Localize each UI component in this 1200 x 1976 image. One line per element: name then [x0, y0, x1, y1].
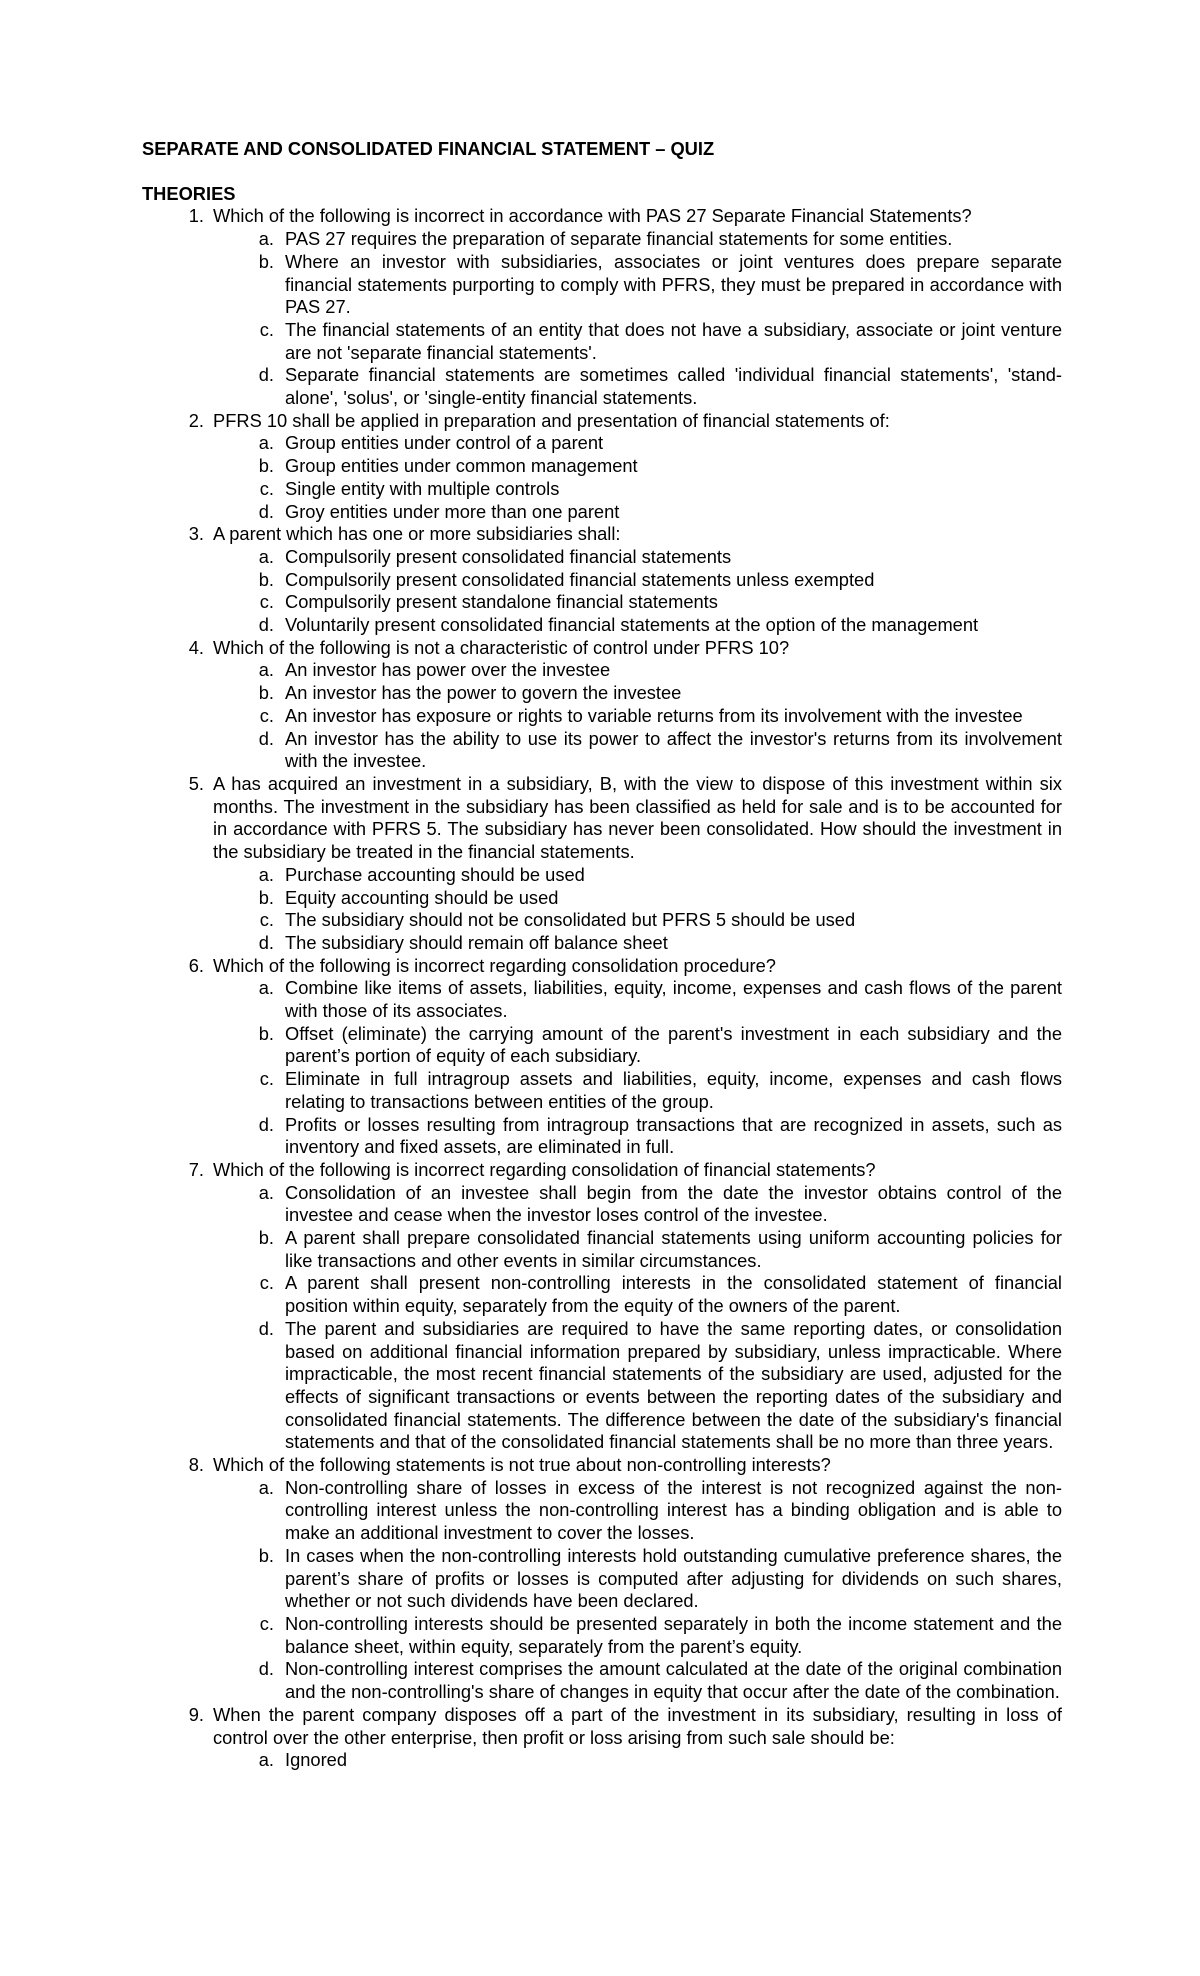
option-5-c — [142, 909, 1062, 932]
option-6-a — [142, 977, 1062, 1022]
question-number: 6. — [188, 954, 204, 976]
option-text: Ignored — [285, 1749, 348, 1771]
option-text: Consolidation of an investee shall begin from the date the investor obtains control of the investee and cease when the investor loses control of the investee. — [285, 1181, 1062, 1226]
option-text: Equity accounting should be used — [285, 886, 559, 908]
option-text: A parent shall present non-controlling interests in the consolidated statement of financial position within equity, separately from the equity of the owners of the parent. — [285, 1272, 1062, 1317]
option-text: Single entity with multiple controls — [285, 477, 560, 499]
option-letter: d. — [258, 1317, 274, 1339]
option-4-a — [142, 659, 1062, 682]
question-number: 5. — [188, 772, 204, 794]
option-letter: a. — [258, 432, 274, 454]
option-8-d — [142, 1658, 1062, 1703]
option-text: The parent and subsidiaries are required to have the same reporting dates, or consolidation based on additional financial information prepared by subsidiary, unless impracticable. Where impracticable, the most recent financial statements of the subsidiary are used, adjusted for the effects of significant transactions or events between the reporting dates of the subsidiary and consolidated financial statements. The difference between the date of the subsidiary's financial statements and that of the consolidated financial statements shall be no more than three years. — [285, 1317, 1062, 1453]
option-letter: a. — [258, 863, 274, 885]
option-letter: b. — [258, 1227, 274, 1249]
option-7-c — [142, 1272, 1062, 1317]
option-text: Compulsorily present standalone financial statements — [285, 591, 718, 613]
question-text: Which of the following is not a characteristic of control under PFRS 10? — [213, 636, 790, 658]
option-1-a — [142, 228, 1062, 251]
option-text: Profits or losses resulting from intragroup transactions that are recognized in assets, such as inventory and fixed assets, are eliminated in full. — [285, 1113, 1062, 1158]
question-list — [142, 205, 1062, 1772]
option-4-d — [142, 728, 1062, 773]
document-title: SEPARATE AND CONSOLIDATED FINANCIAL STATEMENT – QUIZ — [142, 138, 715, 159]
option-text: PAS 27 requires the preparation of separate financial statements for some entities. — [285, 228, 953, 250]
option-letter: b. — [258, 682, 274, 704]
question-number: 1. — [188, 205, 204, 227]
option-letter: b. — [258, 1022, 274, 1044]
option-letter: c. — [259, 1068, 274, 1090]
question-1 — [142, 205, 1062, 228]
option-text: An investor has power over the investee — [285, 659, 611, 681]
option-2-d — [142, 501, 1062, 524]
option-5-a — [142, 864, 1062, 887]
option-text: Groy entities under more than one parent — [285, 500, 620, 522]
option-text: Offset (eliminate) the carrying amount of the parent's investment in each subsidiary and the parent’s portion of equity of each subsidiary. — [285, 1022, 1062, 1067]
option-2-c — [142, 478, 1062, 501]
option-text: Compulsorily present consolidated financial statements unless exempted — [285, 568, 875, 590]
option-3-a — [142, 546, 1062, 569]
option-letter: d. — [258, 500, 274, 522]
option-text: An investor has the ability to use its power to affect the investor's returns from its involvement with the investee. — [285, 727, 1062, 772]
option-letter: a. — [258, 228, 274, 250]
question-text: Which of the following statements is not true about non-controlling interests? — [213, 1454, 831, 1476]
option-6-b — [142, 1023, 1062, 1068]
option-text: Eliminate in full intragroup assets and liabilities, equity, income, expenses and cash flows relating to transactions between entities of the group. — [285, 1068, 1062, 1112]
option-6-d — [142, 1114, 1062, 1159]
option-text: Combine like items of assets, liabilities, equity, income, expenses and cash flows of the parent with those of its associates. — [285, 977, 1062, 1022]
option-letter: b. — [258, 1544, 274, 1566]
option-letter: a. — [258, 1476, 274, 1498]
option-letter: a. — [258, 1181, 274, 1203]
question-text: When the parent company disposes off a part of the investment in its subsidiary, resulting in loss of control over the other enterprise, then profit or loss arising from such sale should be: — [213, 1703, 1062, 1748]
option-3-d — [142, 614, 1062, 637]
question-text: Which of the following is incorrect regarding consolidation of financial statements? — [213, 1158, 876, 1180]
question-number: 2. — [188, 409, 204, 431]
option-5-d — [142, 932, 1062, 955]
option-letter: c. — [259, 477, 274, 499]
option-letter: a. — [258, 545, 274, 567]
option-letter: d. — [258, 614, 274, 636]
section-heading: THEORIES — [142, 182, 236, 204]
option-4-b — [142, 682, 1062, 705]
question-6 — [142, 955, 1062, 978]
question-text: A parent which has one or more subsidiaries shall: — [213, 523, 621, 545]
option-text: Non-controlling interest comprises the amount calculated at the date of the original combination and the non-controlling's share of changes in equity that occur after the date of the combination. — [285, 1658, 1062, 1703]
option-letter: c. — [259, 1613, 274, 1634]
quiz-document — [142, 138, 1062, 1772]
option-8-b — [142, 1545, 1062, 1613]
option-text: Non-controlling interests should be presented separately in both the income statement and the balance sheet, within equity, separately from the parent’s equity. — [285, 1613, 1062, 1657]
option-letter: a. — [258, 1749, 274, 1771]
question-8 — [142, 1454, 1062, 1477]
option-letter: b. — [258, 250, 274, 272]
option-letter: a. — [258, 659, 274, 681]
option-9-a — [142, 1749, 1062, 1772]
option-text: Purchase accounting should be used — [285, 863, 585, 885]
option-8-c — [142, 1613, 1062, 1658]
option-text: An investor has exposure or rights to variable returns from its involvement with the investee — [285, 704, 1023, 726]
option-1-b — [142, 251, 1062, 319]
question-number: 9. — [188, 1703, 204, 1725]
option-3-b — [142, 569, 1062, 592]
option-7-a — [142, 1182, 1062, 1227]
option-2-b — [142, 455, 1062, 478]
option-text: Compulsorily present consolidated financial statements — [285, 545, 732, 567]
option-letter: b. — [258, 455, 274, 477]
option-letter: c. — [259, 1272, 274, 1294]
option-text: Group entities under control of a parent — [285, 432, 604, 454]
question-5 — [142, 773, 1062, 864]
option-letter: c. — [259, 318, 274, 340]
option-1-d — [142, 364, 1062, 409]
option-8-a — [142, 1477, 1062, 1545]
option-letter: b. — [258, 568, 274, 590]
option-letter: d. — [258, 364, 274, 386]
option-text: The subsidiary should not be consolidated but PFRS 5 should be used — [285, 909, 856, 931]
option-letter: c. — [259, 591, 274, 613]
option-letter: d. — [258, 1658, 274, 1680]
option-text: Non-controlling share of losses in excess of the interest is not recognized against the non-controlling interest unless the non-controlling interest has a binding obligation and is able to make an additional investment to cover the losses. — [285, 1476, 1062, 1544]
option-letter: c. — [259, 909, 274, 931]
question-4 — [142, 637, 1062, 660]
option-text: Group entities under common management — [285, 455, 638, 477]
question-text: Which of the following is incorrect in accordance with PAS 27 Separate Financial Statements? — [213, 205, 972, 227]
option-4-c — [142, 705, 1062, 728]
option-letter: d. — [258, 931, 274, 953]
question-7 — [142, 1159, 1062, 1182]
question-number: 4. — [188, 636, 204, 658]
option-7-d — [142, 1318, 1062, 1454]
option-2-a — [142, 432, 1062, 455]
option-text: Where an investor with subsidiaries, associates or joint ventures does prepare separate financial statements purporting to comply with PFRS, they must be prepared in accordance with PAS 27. — [285, 250, 1062, 318]
option-letter: c. — [259, 704, 274, 726]
question-number: 7. — [188, 1158, 204, 1180]
question-text: Which of the following is incorrect regarding consolidation procedure? — [213, 954, 776, 976]
question-3 — [142, 523, 1062, 546]
option-text: The financial statements of an entity that does not have a subsidiary, associate or joint venture are not 'separate financial statements'. — [285, 318, 1062, 363]
option-text: In cases when the non-controlling interests hold outstanding cumulative preference shares, the parent’s share of profits or losses is computed after adjusting for dividends on such shares, whether or not such dividends have been declared. — [285, 1544, 1062, 1612]
option-1-c — [142, 319, 1062, 364]
option-letter: d. — [258, 1113, 274, 1135]
option-text: An investor has the power to govern the investee — [285, 682, 682, 704]
question-2 — [142, 410, 1062, 433]
option-letter: b. — [258, 886, 274, 908]
option-text: The subsidiary should remain off balance sheet — [285, 931, 668, 953]
option-text: Separate financial statements are sometimes called 'individual financial statements', 'stand-alone', 'solus', or 'single-entity financial statements. — [285, 364, 1062, 409]
question-number: 8. — [188, 1454, 204, 1476]
option-5-b — [142, 887, 1062, 910]
option-3-c — [142, 591, 1062, 614]
option-text: A parent shall prepare consolidated financial statements using uniform accounting policies for like transactions and other events in similar circumstances. — [285, 1227, 1062, 1271]
option-letter: a. — [258, 977, 274, 999]
option-letter: d. — [258, 727, 274, 749]
option-text: Voluntarily present consolidated financial statements at the option of the management — [285, 614, 979, 636]
option-7-b — [142, 1227, 1062, 1272]
question-9 — [142, 1704, 1062, 1749]
question-number: 3. — [188, 523, 204, 545]
question-text: PFRS 10 shall be applied in preparation and presentation of financial statements of: — [213, 409, 890, 431]
option-6-c — [142, 1068, 1062, 1113]
question-text: A has acquired an investment in a subsidiary, B, with the view to dispose of this investment within six months. The investment in the subsidiary has been classified as held for sale and is to be accounted for in accordance with PFRS 5. The subsidiary has never been consolidated. How should the investment in the subsidiary be treated in the financial statements. — [213, 772, 1062, 863]
